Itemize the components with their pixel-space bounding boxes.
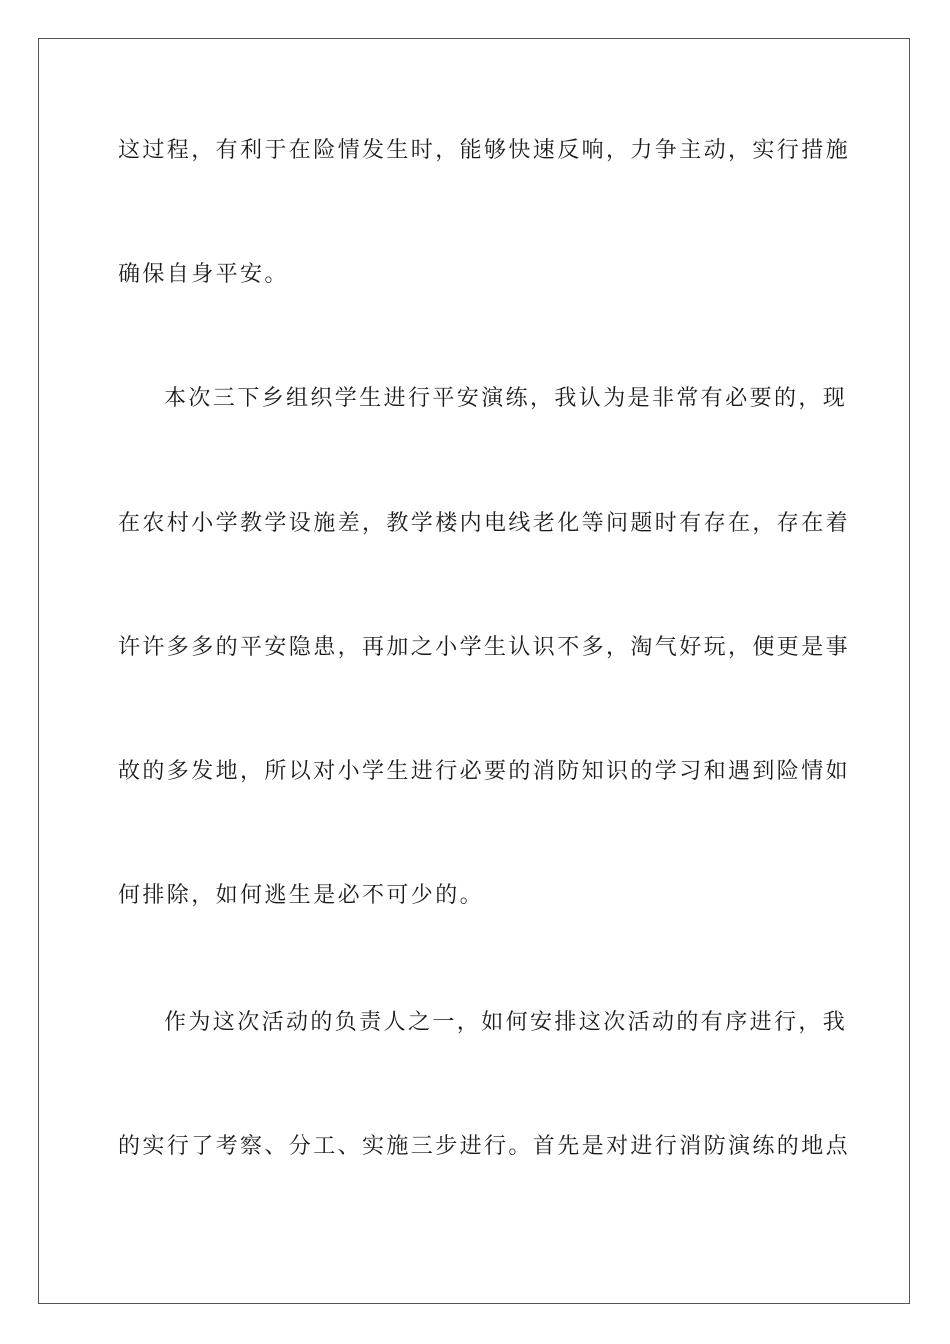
text-line-9: 的实行了考察、分工、实施三步进行。首先是对进行消防演练的地点	[118, 1134, 851, 1159]
text-line-8: 作为这次活动的负责人之一，如何安排这次活动的有序进行，我	[164, 1010, 848, 1035]
text-line-4: 在农村小学教学设施差，教学楼内电线老化等问题时有存在，存在着	[118, 511, 851, 536]
text-line-6: 故的多发地，所以对小学生进行必要的消防知识的学习和遇到险情如	[118, 759, 851, 784]
text-line-2: 确保自身平安。	[118, 262, 289, 287]
text-line-5: 许许多多的平安隐患，再加之小学生认识不多，淘气好玩，便更是事	[118, 635, 851, 660]
page-border	[38, 38, 910, 1304]
text-line-3: 本次三下乡组织学生进行平安演练，我认为是非常有必要的，现	[164, 386, 848, 411]
text-line-1: 这过程，有利于在险情发生时，能够快速反响，力争主动，实行措施	[118, 138, 851, 163]
text-line-7: 何排除，如何逃生是必不可少的。	[118, 883, 485, 908]
